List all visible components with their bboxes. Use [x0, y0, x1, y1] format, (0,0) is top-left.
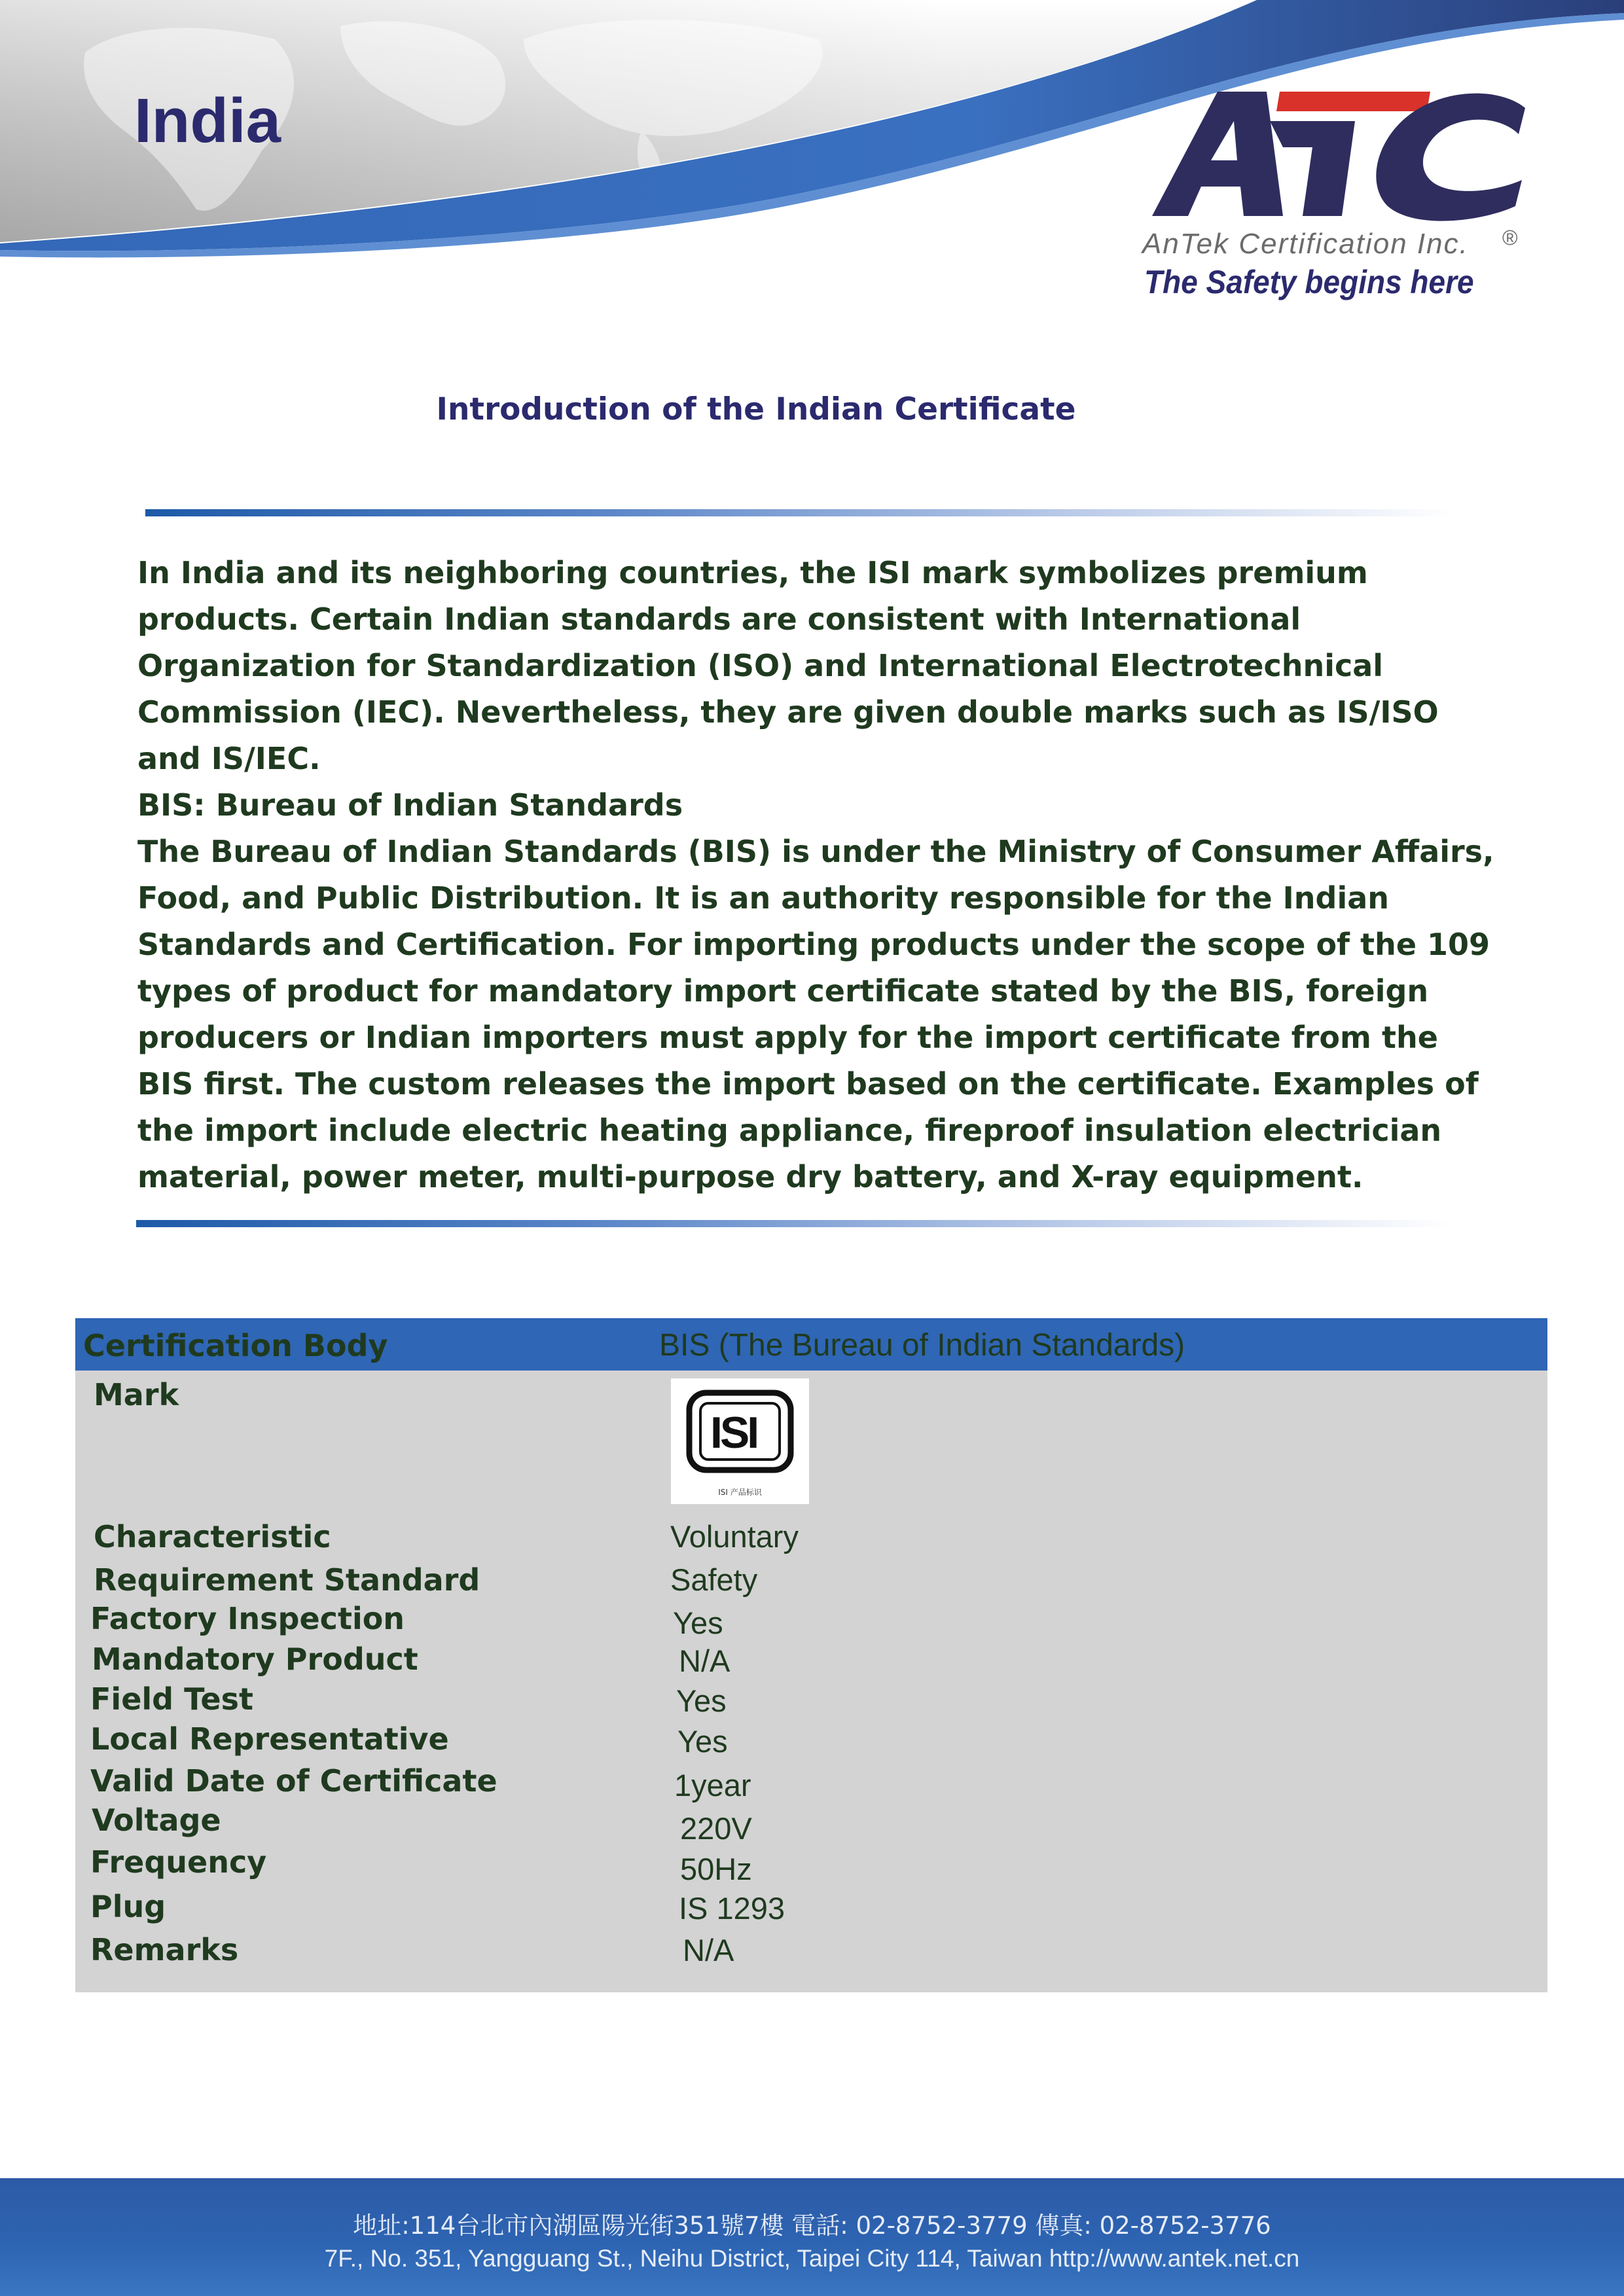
row-value-factory-inspection: Yes: [673, 1605, 723, 1640]
row-label-requirement-standard: Requirement Standard: [94, 1562, 480, 1598]
bis-heading: BIS: Bureau of Indian Standards: [137, 787, 683, 823]
intro-line: and IS/IEC.: [137, 741, 321, 776]
row-label-valid-date: Valid Date of Certificate: [90, 1763, 497, 1799]
row-value-mandatory-product: N/A: [679, 1643, 731, 1678]
row-value-remarks: N/A: [683, 1933, 734, 1967]
company-name: AnTek Certification Inc.: [1142, 228, 1469, 260]
row-value-frequency: 50Hz: [680, 1852, 752, 1886]
row-label-factory-inspection: Factory Inspection: [90, 1601, 405, 1636]
row-label-voltage: Voltage: [92, 1803, 221, 1838]
footer-address-chinese: 地址:114台北市內湖區陽光街351號7樓 電話: 02-8752-3779 傳真: 02-8752-3776: [353, 2212, 1271, 2240]
certification-table: [75, 1318, 1547, 1992]
intro-line: products. Certain Indian standards are consistent with International: [137, 601, 1301, 637]
isi-mark-caption: ISI 产品标识: [718, 1488, 762, 1497]
intro-line: Standards and Certification. For importing products under the scope of the 109: [137, 927, 1490, 962]
intro-body: [137, 550, 1578, 1200]
intro-line: types of product for mandatory import certificate stated by the BIS, foreign: [137, 973, 1429, 1009]
intro-line: the import include electric heating appliance, fireproof insulation electrician: [137, 1113, 1442, 1148]
atc-logo: [1139, 82, 1545, 239]
footer-address-english: 7F., No. 351, Yangguang St., Neihu District, Taipei City 114, Taiwan http://www.antek.net.cn: [324, 2245, 1300, 2272]
row-label-frequency: Frequency: [90, 1844, 267, 1880]
row-label-local-representative: Local Representative: [90, 1721, 449, 1757]
intro-line: The Bureau of Indian Standards (BIS) is under the Ministry of Consumer Affairs,: [137, 834, 1494, 869]
intro-line: BIS first. The custom releases the import based on the certificate. Examples of: [137, 1066, 1479, 1102]
intro-line: Food, and Public Distribution. It is an authority responsible for the Indian: [137, 880, 1390, 916]
row-label-characteristic: Characteristic: [94, 1519, 331, 1554]
slogan: The Safety begins here: [1144, 264, 1474, 300]
intro-line: In India and its neighboring countries, the ISI mark symbolizes premium: [137, 555, 1368, 590]
row-label-remarks: Remarks: [90, 1932, 239, 1967]
row-label-plug: Plug: [90, 1889, 166, 1924]
registered-mark: ®: [1502, 226, 1518, 249]
intro-title: Introduction of the Indian Certificate: [436, 391, 1076, 427]
isi-mark-text: ISI: [710, 1408, 757, 1458]
intro-line: producers or Indian importers must apply for the import certificate from the: [137, 1020, 1438, 1055]
row-label-mandatory-product: Mandatory Product: [92, 1641, 418, 1677]
mark-label: Mark: [94, 1377, 179, 1412]
row-value-valid-date: 1year: [674, 1768, 751, 1803]
country-title: India: [134, 86, 281, 156]
footer: [0, 2178, 1624, 2296]
row-value-plug: IS 1293: [679, 1891, 785, 1926]
row-value-voltage: 220V: [680, 1811, 752, 1846]
table-header-row: [75, 1318, 1547, 1371]
header-label: Certification Body: [83, 1328, 388, 1363]
intro-line: material, power meter, multi-purpose dry battery, and X-ray equipment.: [137, 1159, 1363, 1194]
intro-line: Commission (IEC). Nevertheless, they are given double marks such as IS/ISO: [137, 694, 1439, 730]
row-value-characteristic: Voluntary: [670, 1519, 799, 1554]
divider-top: [145, 509, 1454, 516]
row-label-field-test: Field Test: [90, 1681, 253, 1717]
row-value-local-representative: Yes: [677, 1724, 728, 1759]
intro-line: Organization for Standardization (ISO) and International Electrotechnical: [137, 648, 1384, 683]
row-value-requirement-standard: Safety: [670, 1562, 758, 1597]
divider-bottom: [136, 1220, 1452, 1227]
row-value-field-test: Yes: [676, 1683, 727, 1718]
isi-mark-logo: [671, 1378, 809, 1504]
header-value: BIS (The Bureau of Indian Standards): [659, 1328, 1185, 1363]
